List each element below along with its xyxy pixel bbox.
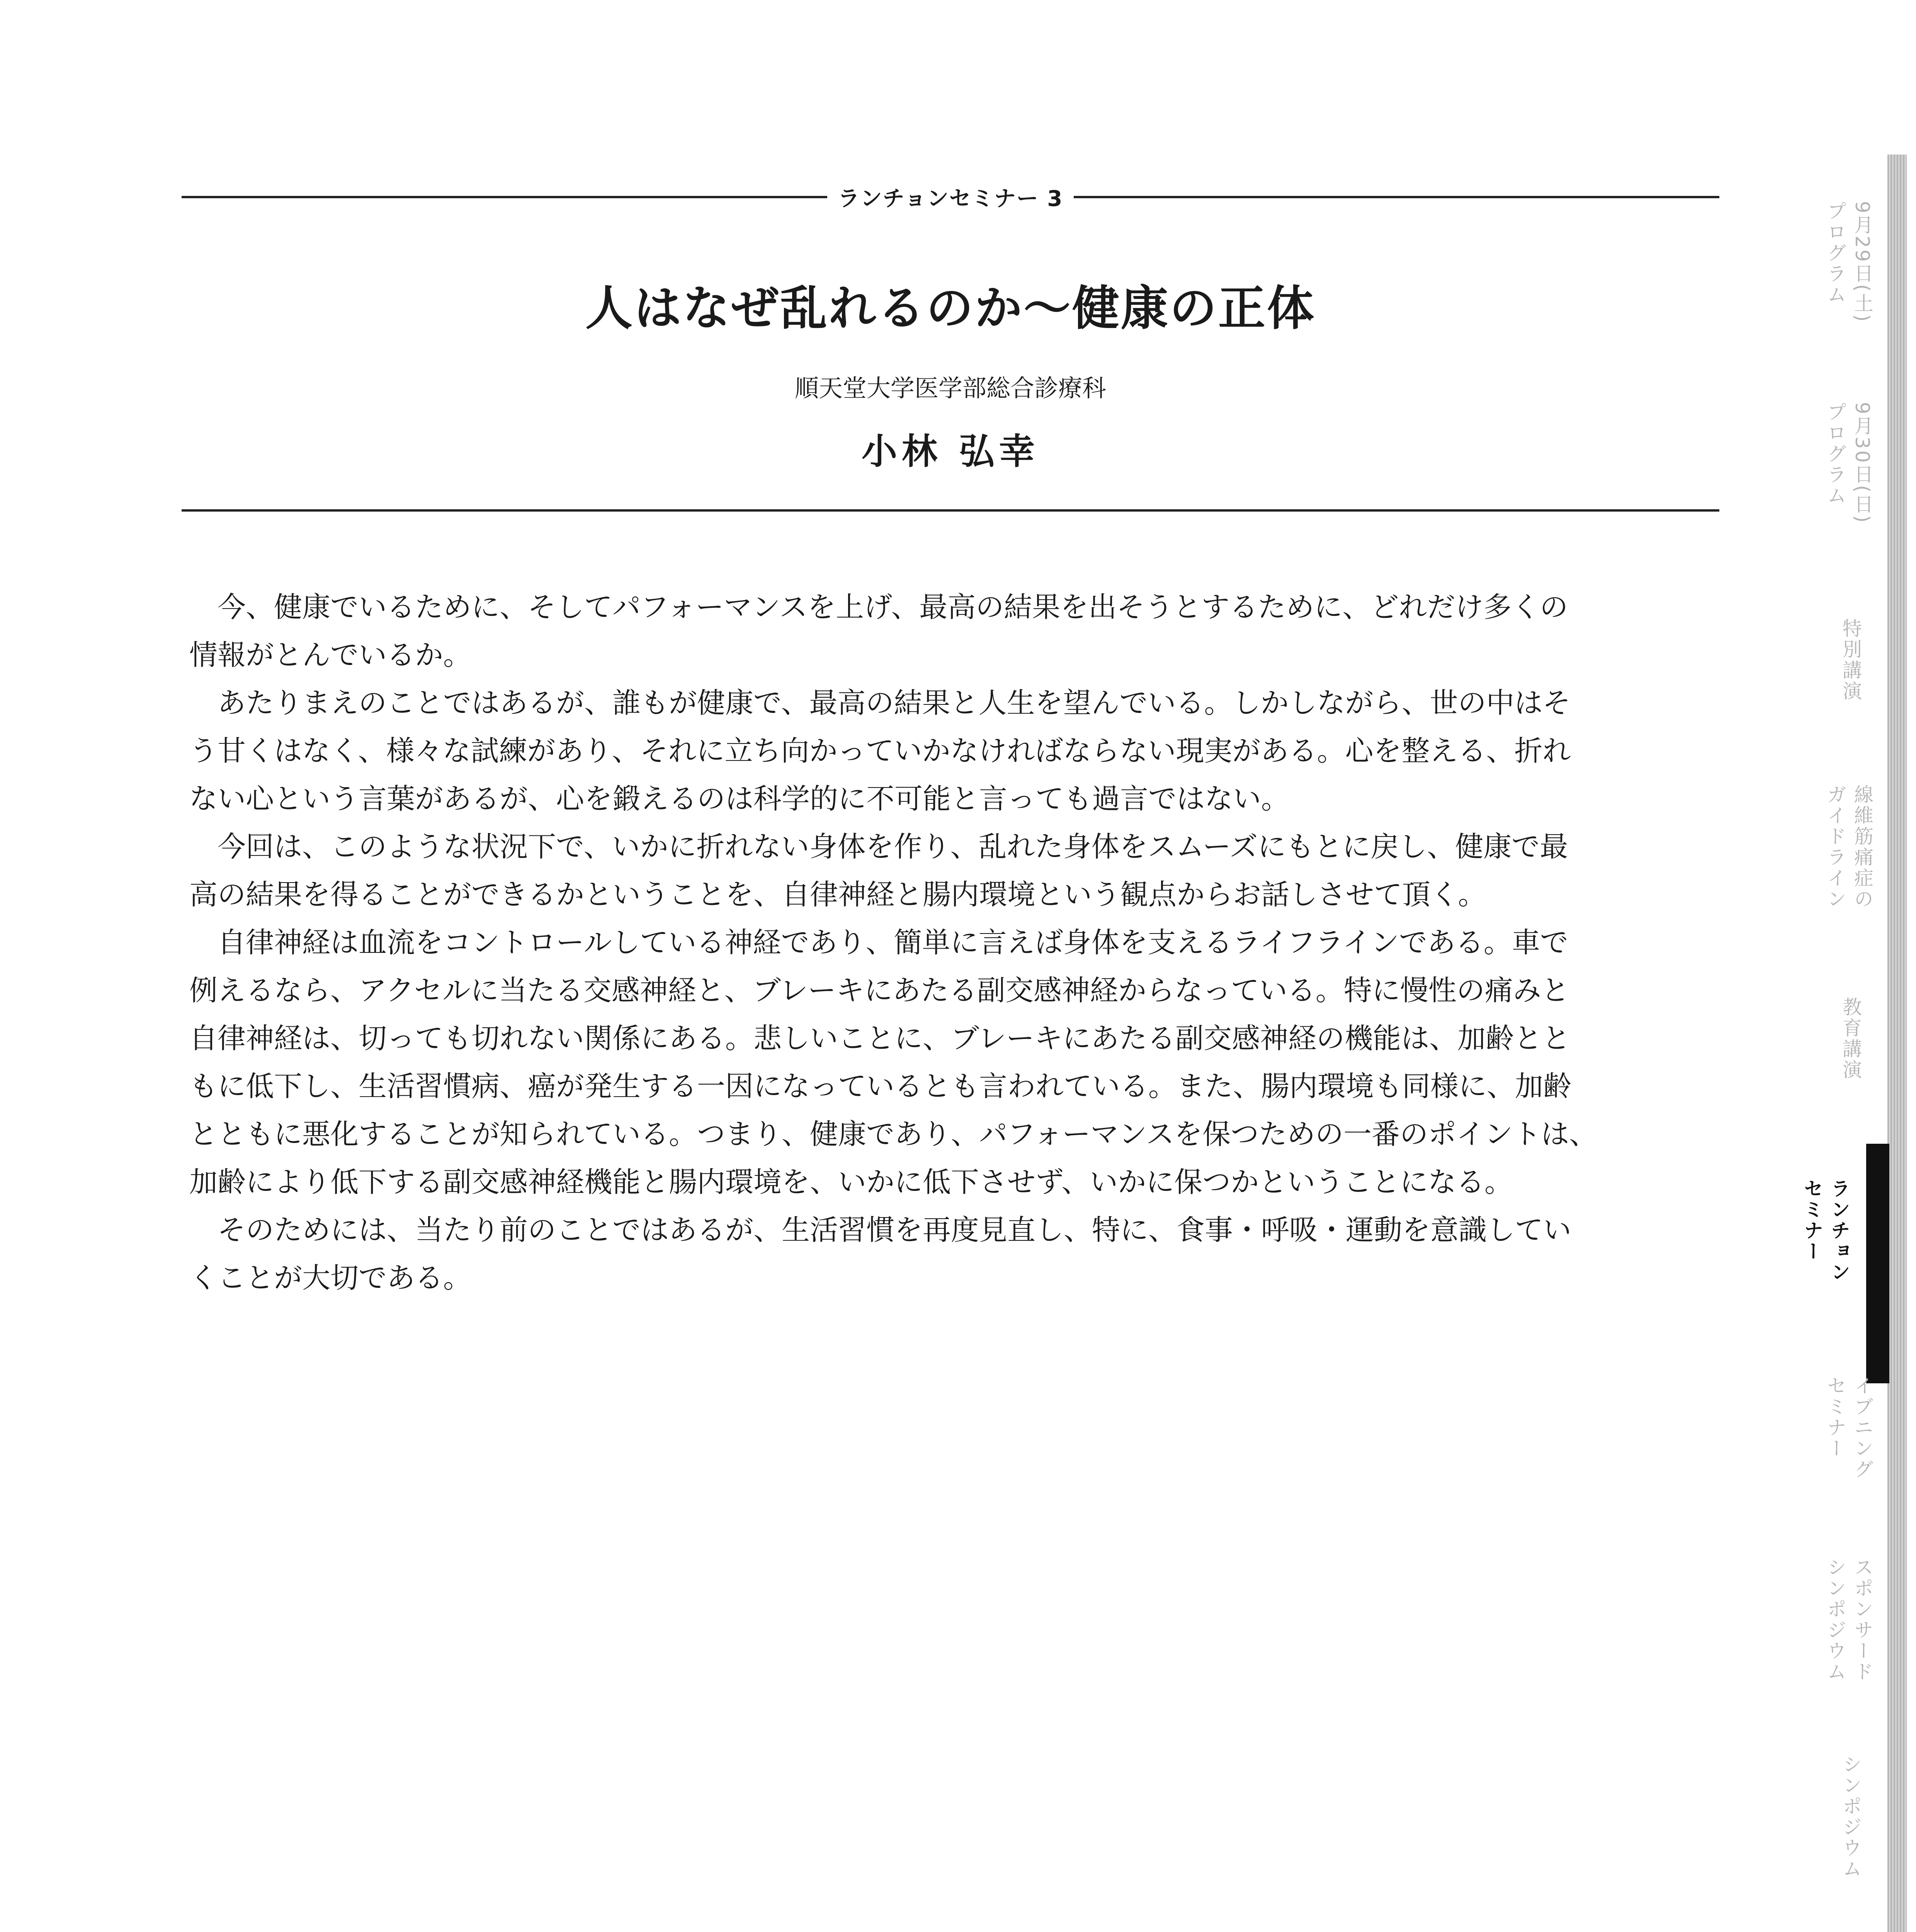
section-header [182, 182, 1719, 213]
body-line: そのためには、当たり前のことではあるが、生活習慣を再度見直し、特に、食事・呼吸・運動を意識してい [189, 1214, 1571, 1247]
index-tab-sep29-program[interactable] [1816, 201, 1882, 323]
body-line: 加齢により低下する副交感神経機能と腸内環境を、いかに低下させず、いかに保つかということになる。 [189, 1166, 1513, 1199]
body-line: 高の結果を得ることができるかということを、自律神経と腸内環境という観点からお話しさせて頂く。 [189, 878, 1486, 911]
body-line: とともに悪化することが知られている。つまり、健康であり、パフォーマンスを保つための一番のポイントは、 [189, 1118, 1598, 1151]
index-tab-strip [1887, 155, 1907, 1932]
index-tab-text: セミナー [1824, 1376, 1846, 1459]
body-line: 情報がとんでいるか。 [189, 639, 471, 672]
index-tab-text: スポンサード [1851, 1557, 1873, 1682]
body-line: 今回は、このような状況下で、いかに折れない身体を作り、乱れた身体をスムーズにもとに戻し、健康で最 [189, 830, 1568, 863]
index-tab-text: イブニング [1851, 1376, 1873, 1480]
index-tab-text: プログラム [1824, 402, 1846, 506]
body-line: ない心という言葉があるが、心を鍛えるのは科学的に不可能と言っても過言ではない。 [189, 782, 1289, 815]
index-tab-educational-lecture[interactable] [1816, 997, 1882, 1080]
index-tab-text: 9月30日(日) [1851, 402, 1873, 524]
index-tab-sep30-program[interactable] [1816, 402, 1882, 524]
index-tab-text: ガイドライン [1824, 784, 1846, 910]
index-tab-text: 教育講演 [1839, 997, 1862, 1080]
section-header-label: ランチョンセミナー 3 [838, 186, 1063, 211]
abstract-body [189, 583, 1712, 1302]
body-line: 自律神経は血流をコントロールしている神経であり、簡単に言えば身体を支えるライフラインである。車で [189, 926, 1568, 959]
index-tab-special-lecture[interactable] [1816, 618, 1882, 702]
index-tab-text: プログラム [1824, 201, 1846, 305]
index-tab-evening-seminar[interactable] [1816, 1376, 1882, 1480]
body-line: 例えるなら、アクセルに当たる交感神経と、ブレーキにあたる副交感神経からなっている。特に慢性の痛みと [189, 974, 1569, 1007]
page-title: 人はなぜ乱れるのか～健康の正体 [585, 280, 1316, 336]
body-line: もに低下し、生活習慣病、癌が発生する一因になっているとも言われている。また、腸内環境も同様に、加齢 [189, 1070, 1571, 1103]
index-tab-text: 線維筋痛症の [1851, 784, 1873, 910]
author-affiliation: 順天堂大学医学部総合診療科 [794, 374, 1106, 402]
index-tab-sponsored-symposium[interactable] [1816, 1557, 1882, 1682]
index-tab-text: シンポジウム [1824, 1557, 1846, 1682]
index-tab-luncheon-seminar[interactable] [1793, 1179, 1858, 1283]
body-line: う甘くはなく、様々な試練があり、それに立ち向かっていかなければならない現実がある。心を整える、折れ [189, 735, 1571, 767]
index-tab-text: 9月29日(土) [1851, 201, 1873, 323]
index-tab-text: ランチョン [1828, 1179, 1850, 1283]
index-tab-text: シンポジウム [1839, 1754, 1862, 1879]
index-tab-guideline[interactable] [1816, 784, 1882, 910]
index-tab-active-marker [1866, 1144, 1889, 1383]
index-tab-text: セミナー [1801, 1179, 1823, 1262]
header-divider [182, 509, 1719, 512]
body-line: あたりまえのことではあるが、誰もが健康で、最高の結果と人生を望んでいる。しかしながら、世の中はそ [189, 687, 1571, 719]
body-line: 自律神経は、切っても切れない関係にある。悲しいことに、ブレーキにあたる副交感神経の機能は、加齢とと [189, 1022, 1571, 1055]
body-line: くことが大切である。 [189, 1262, 471, 1294]
section-header-rule-left [182, 196, 827, 198]
author-name: 小林 弘幸 [861, 430, 1040, 472]
index-tab-text: 特別講演 [1839, 618, 1862, 702]
index-tab-symposium[interactable] [1816, 1754, 1882, 1879]
section-header-rule-right [1074, 196, 1719, 198]
body-line: 今、健康でいるために、そしてパフォーマンスを上げ、最高の結果を出そうとするために、どれだけ多くの [189, 591, 1568, 624]
